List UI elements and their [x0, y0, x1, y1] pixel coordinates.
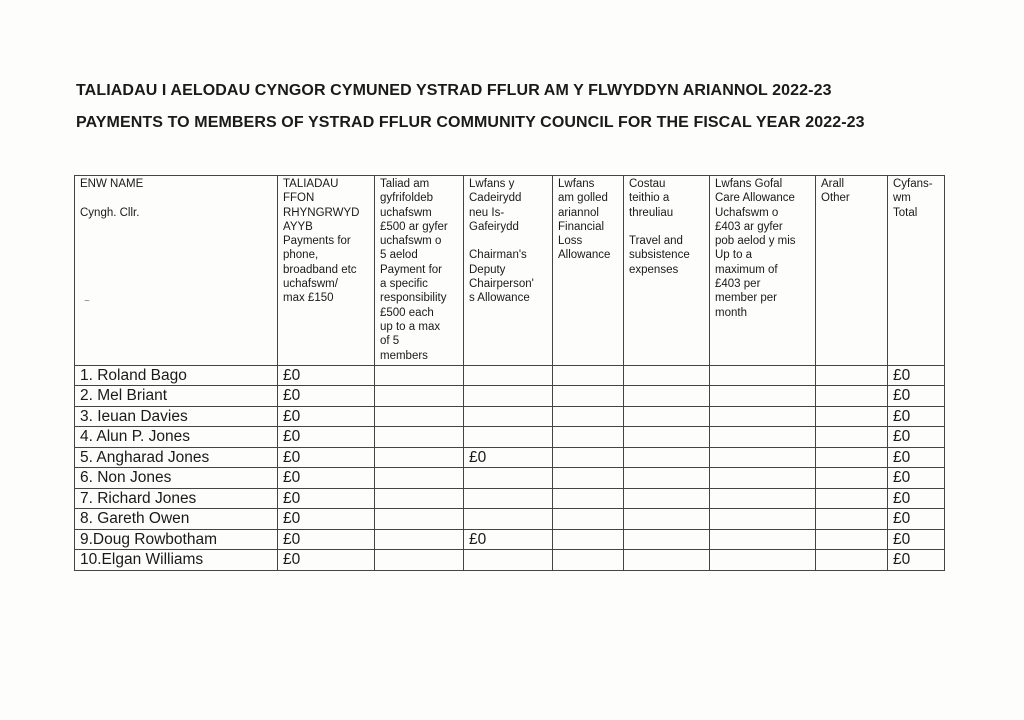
- cell-loss: [553, 365, 624, 386]
- cell-care: [710, 529, 816, 550]
- header-line: Arall: [821, 178, 845, 190]
- cell-responsibility: [375, 550, 464, 571]
- cell-chair: [464, 365, 553, 386]
- cell-travel: [624, 447, 710, 468]
- header-line: uchafswm o: [380, 235, 442, 248]
- cell-loss: [553, 529, 624, 550]
- cell-phone: £0: [278, 550, 375, 571]
- table-row: [75, 529, 945, 550]
- table-row: [75, 427, 945, 448]
- cell-total: £0: [888, 550, 945, 571]
- cell-chair: [464, 427, 553, 448]
- cell-other: [816, 550, 888, 571]
- header-line: Gafeirydd: [469, 220, 519, 233]
- cell-responsibility: [375, 386, 464, 407]
- cell-travel: [624, 365, 710, 386]
- table-row: [75, 406, 945, 427]
- header-line: Chairperson': [469, 278, 534, 291]
- cell-travel: [624, 550, 710, 571]
- header-line: £500 ar gyfer: [380, 220, 448, 233]
- header-line: pob aelod y mis: [715, 235, 796, 248]
- cell-phone: £0: [278, 406, 375, 427]
- header-name: [75, 176, 278, 366]
- table-row: [75, 365, 945, 386]
- header-line: am golled: [558, 192, 608, 205]
- cell-name: 1. Roland Bago: [75, 365, 278, 386]
- header-line: teithio a: [629, 192, 670, 205]
- cell-phone: £0: [278, 468, 375, 489]
- cell-name: 10.Elgan Williams: [75, 550, 278, 571]
- header-travel: [624, 176, 710, 366]
- cell-total: £0: [888, 468, 945, 489]
- header-line: £403 per: [715, 278, 761, 291]
- cell-travel: [624, 529, 710, 550]
- cell-total: £0: [888, 488, 945, 509]
- header-line: s Allowance: [469, 292, 530, 305]
- header-responsibility: [375, 176, 464, 366]
- cell-chair: [464, 386, 553, 407]
- cell-travel: [624, 468, 710, 489]
- table-row: [75, 509, 945, 530]
- header-line: ariannol: [558, 206, 599, 219]
- header-line: expenses: [629, 263, 679, 276]
- header-line: Allowance: [558, 249, 611, 262]
- cell-chair: [464, 406, 553, 427]
- header-line: Uchafswm o: [715, 206, 779, 219]
- cell-loss: [553, 509, 624, 530]
- cell-phone: £0: [278, 447, 375, 468]
- cell-care: [710, 509, 816, 530]
- header-line: FFON: [283, 192, 315, 205]
- cell-phone: £0: [278, 365, 375, 386]
- header-line: member per: [715, 292, 777, 305]
- cell-name: 7. Richard Jones: [75, 488, 278, 509]
- cell-loss: [553, 550, 624, 571]
- header-line: 5 aelod: [380, 249, 418, 262]
- cell-total: £0: [888, 447, 945, 468]
- cell-care: [710, 406, 816, 427]
- header-line: Chairman's: [469, 249, 527, 262]
- cell-loss: [553, 427, 624, 448]
- table-row: [75, 550, 945, 571]
- header-line: Deputy: [469, 263, 506, 276]
- scan-mark: ~: [84, 296, 90, 307]
- header-line: wm: [893, 192, 911, 205]
- cell-loss: [553, 488, 624, 509]
- cell-chair: [464, 550, 553, 571]
- cell-other: [816, 509, 888, 530]
- title-welsh: TALIADAU I AELODAU CYNGOR CYMUNED YSTRAD FFLUR AM Y FLWYDDYN ARIANNOL 2022-23: [76, 82, 832, 99]
- cell-other: [816, 447, 888, 468]
- cell-other: [816, 406, 888, 427]
- cell-travel: [624, 427, 710, 448]
- cell-name: 6. Non Jones: [75, 468, 278, 489]
- header-line: [629, 220, 704, 234]
- cell-care: [710, 488, 816, 509]
- table-row: [75, 488, 945, 509]
- header-care: [710, 176, 816, 366]
- cell-name: 3. Ieuan Davies: [75, 406, 278, 427]
- cell-chair: [464, 509, 553, 530]
- cell-phone: £0: [278, 509, 375, 530]
- header-other: [816, 176, 888, 366]
- header-line: Lwfans: [558, 178, 595, 190]
- header-line: broadband etc: [283, 263, 357, 276]
- header-line: Financial: [558, 220, 605, 233]
- header-line: Cyfans-: [893, 178, 933, 190]
- table-body: [75, 365, 945, 570]
- cell-responsibility: [375, 427, 464, 448]
- cell-chair: £0: [464, 529, 553, 550]
- cell-loss: [553, 468, 624, 489]
- header-line: threuliau: [629, 206, 674, 219]
- header-line: Other: [821, 192, 850, 205]
- header-line: gyfrifoldeb: [380, 192, 434, 205]
- cell-phone: £0: [278, 386, 375, 407]
- title-english: PAYMENTS TO MEMBERS OF YSTRAD FFLUR COMMUNITY COUNCIL FOR THE FISCAL YEAR 2022-23: [76, 114, 865, 131]
- header-loss: [553, 176, 624, 366]
- cell-phone: £0: [278, 529, 375, 550]
- header-line: of 5: [380, 335, 400, 348]
- header-line: Costau: [629, 178, 666, 190]
- cell-other: [816, 488, 888, 509]
- header-line: ENW NAME: [80, 178, 144, 190]
- cell-total: £0: [888, 427, 945, 448]
- header-line: neu Is-: [469, 206, 505, 219]
- cell-care: [710, 386, 816, 407]
- table-row: [75, 386, 945, 407]
- cell-travel: [624, 406, 710, 427]
- table-row: [75, 468, 945, 489]
- cell-care: [710, 468, 816, 489]
- header-line: Loss: [558, 235, 583, 248]
- cell-chair: [464, 468, 553, 489]
- header-chair: [464, 176, 553, 366]
- cell-travel: [624, 509, 710, 530]
- header-line: max £150: [283, 292, 334, 305]
- header-line: Cadeirydd: [469, 192, 522, 205]
- header-line: a specific: [380, 278, 428, 291]
- cell-name: 9.Doug Rowbotham: [75, 529, 278, 550]
- cell-phone: £0: [278, 427, 375, 448]
- header-line: uchafswm: [380, 206, 432, 219]
- cell-other: [816, 468, 888, 489]
- cell-total: £0: [888, 365, 945, 386]
- cell-responsibility: [375, 488, 464, 509]
- header-phone: [278, 176, 375, 366]
- cell-name: 8. Gareth Owen: [75, 509, 278, 530]
- header-line: Care Allowance: [715, 192, 795, 205]
- cell-responsibility: [375, 406, 464, 427]
- cell-total: £0: [888, 406, 945, 427]
- cell-name: 5. Angharad Jones: [75, 447, 278, 468]
- cell-total: £0: [888, 386, 945, 407]
- cell-other: [816, 386, 888, 407]
- header-line: Lwfans y: [469, 178, 515, 190]
- cell-care: [710, 427, 816, 448]
- cell-care: [710, 550, 816, 571]
- cell-travel: [624, 386, 710, 407]
- document-titles: [76, 82, 865, 132]
- header-line: Travel and: [629, 235, 683, 248]
- header-line: subsistence: [629, 249, 690, 262]
- cell-responsibility: [375, 509, 464, 530]
- header-row: [75, 176, 945, 366]
- header-line: Taliad am: [380, 178, 430, 190]
- header-line: Payment for: [380, 263, 442, 276]
- cell-chair: £0: [464, 447, 553, 468]
- cell-loss: [553, 447, 624, 468]
- header-line: TALIADAU: [283, 178, 339, 190]
- header-line: AYYB: [283, 220, 313, 233]
- cell-responsibility: [375, 447, 464, 468]
- header-line: uchafswm/: [283, 278, 338, 291]
- cell-loss: [553, 386, 624, 407]
- cell-responsibility: [375, 365, 464, 386]
- cell-care: [710, 447, 816, 468]
- cell-total: £0: [888, 529, 945, 550]
- header-line: [469, 234, 547, 248]
- header-line: maximum of: [715, 263, 778, 276]
- header-line: phone,: [283, 249, 319, 262]
- cell-responsibility: [375, 468, 464, 489]
- cell-travel: [624, 488, 710, 509]
- table-row: [75, 447, 945, 468]
- cell-chair: [464, 488, 553, 509]
- cell-name: 2. Mel Briant: [75, 386, 278, 407]
- cell-total: £0: [888, 509, 945, 530]
- header-line: Total: [893, 206, 918, 219]
- header-line: £403 ar gyfer: [715, 220, 783, 233]
- cell-other: [816, 365, 888, 386]
- cell-other: [816, 529, 888, 550]
- header-line: Payments for: [283, 235, 351, 248]
- header-line: month: [715, 306, 747, 319]
- cell-responsibility: [375, 529, 464, 550]
- header-line: members: [380, 349, 428, 362]
- header-total: [888, 176, 945, 366]
- cell-loss: [553, 406, 624, 427]
- header-line: Cyngh. Cllr.: [80, 206, 140, 219]
- header-line: £500 each: [380, 306, 434, 319]
- cell-name: 4. Alun P. Jones: [75, 427, 278, 448]
- header-line: Lwfans Gofal: [715, 178, 783, 190]
- header-line: up to a max: [380, 320, 441, 333]
- cell-phone: £0: [278, 488, 375, 509]
- header-line: [80, 191, 272, 205]
- header-line: Up to a: [715, 249, 753, 262]
- cell-other: [816, 427, 888, 448]
- cell-care: [710, 365, 816, 386]
- header-line: RHYNGRWYD: [283, 206, 360, 219]
- header-line: responsibility: [380, 292, 447, 305]
- payments-table: [74, 175, 945, 571]
